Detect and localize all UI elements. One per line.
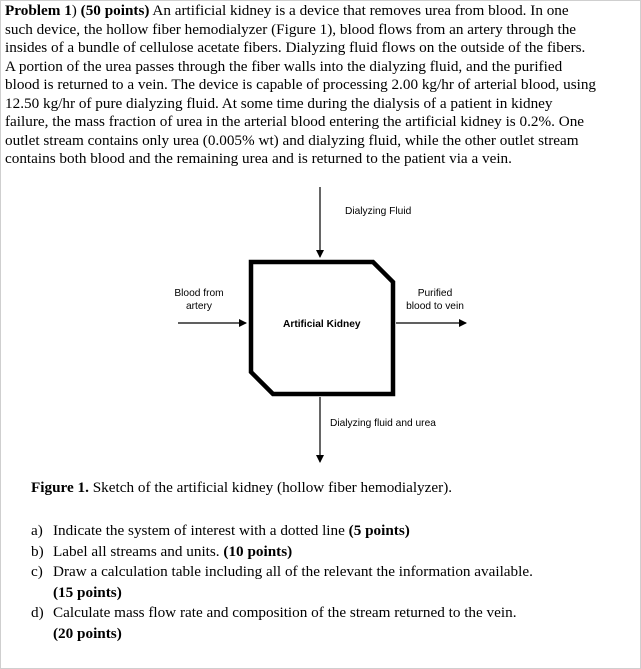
problem-text-line: 12.50 kg/hr of pure dialyzing fluid. At some time during the dialysis of a patient in kidney	[5, 94, 553, 112]
problem-text-line: failure, the mass fraction of urea in the arterial blood entering the artificial kidney is 0.2%. One	[5, 113, 585, 130]
blood-from-artery-line: artery	[185, 301, 213, 312]
problem-text-line: outlet stream contains only urea (0.005% wt) and dialyzing fluid, while the other outlet stream	[5, 131, 579, 149]
problem-text-line: An artificial kidney is a device that removes urea from blood. In one	[149, 2, 569, 19]
purified-blood-line: blood to vein	[406, 301, 464, 312]
question-a	[31, 521, 533, 542]
question-points: (5 points)	[348, 522, 410, 539]
dialyzing-fluid-urea-label: Dialyzing fluid and urea	[330, 418, 436, 429]
artificial-kidney-label: Artificial Kidney	[283, 319, 361, 330]
question-points: (15 points)	[53, 583, 122, 601]
purified-blood-line: Purified	[417, 288, 453, 299]
question-letter: b)	[31, 542, 44, 560]
question-text: Draw a calculation table including all of the relevant the information available.	[53, 563, 533, 580]
question-c-points	[31, 583, 533, 604]
question-letter: a)	[31, 522, 43, 539]
question-d	[31, 603, 533, 624]
question-letter: c)	[31, 563, 43, 580]
question-points: (20 points)	[53, 624, 122, 642]
blood-from-artery-label	[171, 287, 227, 313]
problem-paren: )	[71, 2, 77, 19]
question-c	[31, 562, 533, 583]
problem-text-line: insides of a bundle of cellulose acetate fibers. Dialyzing fluid flows on the outside of the fibers.	[5, 39, 586, 56]
figure-caption-text: Sketch of the artificial kidney (hollow fiber hemodialyzer).	[88, 479, 453, 496]
blood-from-artery-line: Blood from	[174, 288, 224, 299]
problem-points: (50 points)	[80, 2, 150, 19]
question-points: (10 points)	[223, 542, 293, 560]
problem-text-line: such device, the hollow fiber hemodialyzer (Figure 1), blood flows from an artery through the	[5, 20, 577, 38]
question-letter: d)	[31, 604, 44, 621]
dialyzing-fluid-label: Dialyzing Fluid	[345, 206, 412, 217]
problem-text-line: A portion of the urea passes through the fiber walls into the dialyzing fluid, and the purified	[5, 57, 563, 75]
question-text: Label all streams and units.	[53, 542, 224, 560]
purified-blood-label	[400, 287, 470, 313]
problem-text-line: blood is returned to a vein. The device is capable of processing 2.00 kg/hr of arterial blood, using	[5, 76, 597, 93]
problem-number: Problem 1	[5, 2, 72, 19]
figure-caption-label: Figure 1.	[31, 479, 89, 496]
question-text: Indicate the system of interest with a dotted line	[53, 522, 349, 539]
question-b	[31, 542, 533, 563]
question-d-points	[31, 624, 533, 645]
question-text: Calculate mass flow rate and composition of the stream returned to the vein.	[53, 604, 517, 621]
question-list	[31, 521, 533, 644]
figure-caption	[31, 479, 452, 497]
problem-text-line: contains both blood and the remaining urea and is returned to the patient via a vein.	[5, 150, 512, 167]
